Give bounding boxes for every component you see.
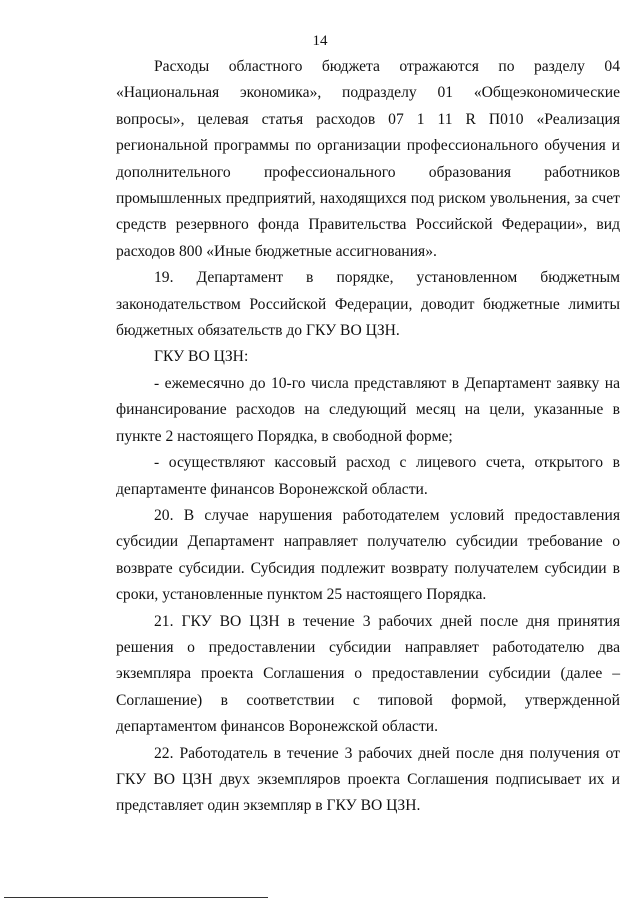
footer-divider xyxy=(4,897,268,898)
paragraph-item-22: 22. Работодатель в течение 3 рабочих дней после дня получения от ГКУ ВО ЦЗН двух экземпляров проекта Соглашения подписывает их и представляет один экземпляр в ГКУ ВО ЦЗН. xyxy=(116,744,620,815)
paragraph-budget-classification: Расходы областного бюджета отражаются по разделу 04 «Национальная экономика», подразделу 01 «Общеэкономические вопросы», целевая статья расходов 07 1 11 R П010 «Реализация региональной программы по организации профессионального обучения и дополнительного профессионального образования работников промышленных предприятий, находящихся под риском увольнения, за счет средств резервного фонда Правительства Российской Федерации», вид расходов 800 «Иные бюджетные ассигнования». xyxy=(116,58,620,260)
paragraph-item-19: 19. Департамент в порядке, установленном бюджетным законодательством Российской Федерации, доводит бюджетные лимиты бюджетных обязательств до ГКУ ВО ЦЗН. xyxy=(116,269,620,340)
paragraph-item-20: 20. В случае нарушения работодателем условий предоставления субсидии Департамент направляет получателю субсидии требование о возврате субсидии. Субсидия подлежит возврату получателем субсидии в сроки, установленные пунктом 25 настоящего Порядка. xyxy=(116,506,620,604)
paragraph-gku-label: ГКУ ВО ЦЗН: xyxy=(154,348,249,366)
page-number: 14 xyxy=(312,33,328,49)
paragraph-cash-expense: - осуществляют кассовый расход с лицевого счета, открытого в департаменте финансов Воронежской области. xyxy=(116,454,620,498)
document-body xyxy=(116,54,620,820)
paragraph-item-21: 21. ГКУ ВО ЦЗН в течение 3 рабочих дней после дня принятия решения о предоставлении субсидии направляет работодателю два экземпляра проекта Соглашения о предоставлении субсидии (далее – Соглашение) в соответствии с типовой формой, утвержденной департаментом финансов Воронежской области. xyxy=(116,612,620,736)
paragraph-monthly-request: - ежемесячно до 10-го числа представляют в Департамент заявку на финансирование расходов на следующий месяц на цели, указанные в пункте 2 настоящего Порядка, в свободной форме; xyxy=(116,374,620,445)
